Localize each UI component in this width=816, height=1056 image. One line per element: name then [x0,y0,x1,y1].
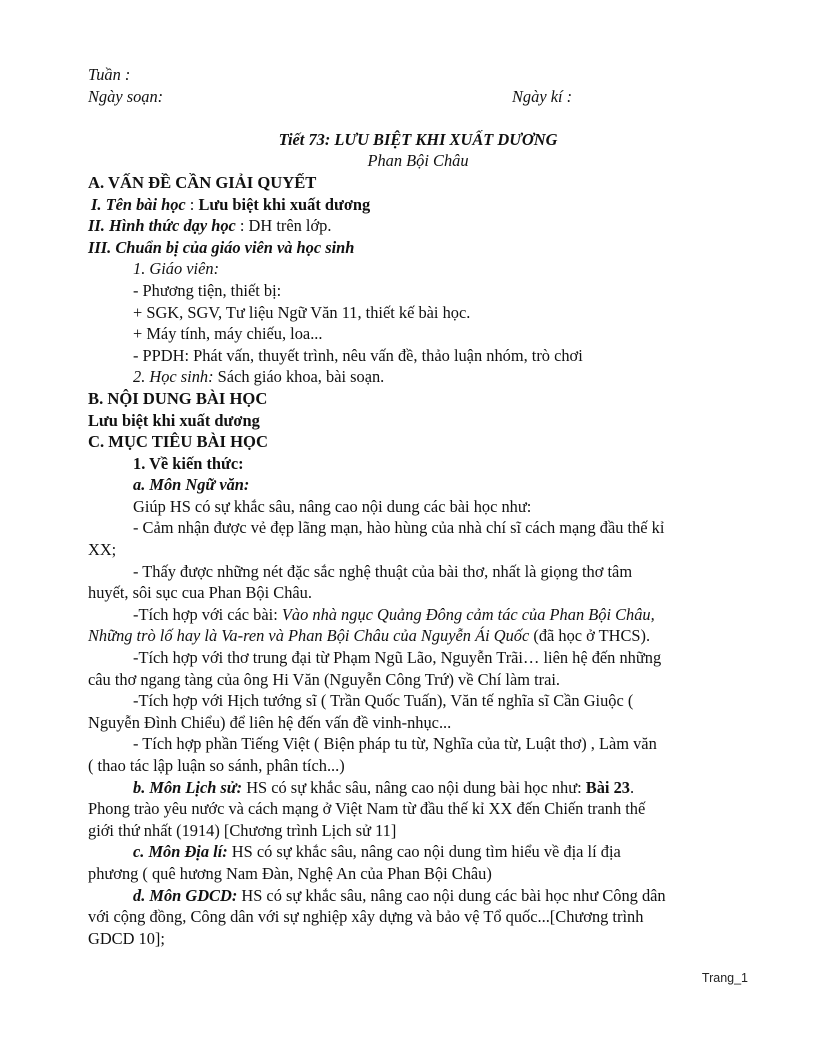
civics-text: HS có sự khắc sâu, nâng cao nội dung các bài học như Công dân [237,885,666,905]
literature-intro: Giúp HS có sự khắc sâu, nâng cao nội dung các bài học như: [133,496,532,516]
teaching-form-label: II. Hình thức dạy học [88,216,236,236]
civics-line [88,885,748,907]
paragraph-line: GDCD 10]; [88,928,165,948]
student-label: 2. Học sinh: [133,367,214,387]
document-page [88,64,748,949]
integration-works: Vào nhà ngục Quảng Đông cảm tác của Phan Bội Châu, [281,604,655,624]
teacher-label: 1. Giáo viên: [133,259,220,279]
week-label: Tuần : [88,65,131,84]
paragraph-line: phương ( quê hương Nam Đàn, Nghệ An của Phan Bội Châu) [88,863,492,883]
lesson-title: Tiết 73: LƯU BIỆT KHI XUẤT DƯƠNG [278,129,558,149]
integration-prefix: -Tích hợp với các bài: [133,604,282,624]
section-b-heading: B. NỘI DUNG BÀI HỌC [88,388,268,408]
integration-works: Những trò lố hay là Va-ren và Phan Bội Châu của Nguyễn Ái Quốc [88,626,530,646]
teaching-form-line [88,215,748,237]
paragraph-line: ( thao tác lập luận so sánh, phân tích...) [88,756,345,775]
student-value: Sách giáo khoa, bài soạn. [213,367,385,387]
lesson-name-line [88,194,748,216]
literature-label: a. Môn Ngữ văn: [133,475,250,495]
teacher-item: + Máy tính, máy chiếu, loa... [133,324,323,344]
history-label: b. Môn Lịch sử: [133,777,243,797]
section-c-heading: C. MỤC TIÊU BÀI HỌC [88,432,268,452]
paragraph-line: với cộng đồng, Công dân với sự nghiệp xây dựng và bảo vệ Tổ quốc...[Chương trình [88,907,644,927]
paragraph-line: - Thấy được những nét đặc sắc nghệ thuật của bài thơ, nhất là giọng thơ tâm [133,561,633,581]
geography-label: c. Môn Địa lí: [133,842,228,862]
lesson-author: Phan Bội Châu [367,151,469,171]
integration-line [88,625,748,647]
teacher-item: - PPDH: Phát vấn, thuyết trình, nêu vấn đề, thảo luận nhóm, trò chơi [133,345,583,365]
paragraph-line: -Tích hợp với thơ trung đại từ Phạm Ngũ Lão, Nguyễn Trãi… liên hệ đến những [133,648,662,668]
history-lesson: Bài 23 [585,777,630,797]
preparation-heading: III. Chuẩn bị của giáo viên và học sinh [88,237,355,257]
paragraph-line: - Tích hợp phần Tiếng Việt ( Biện pháp tu từ, Nghĩa của từ, Luật thơ) , Làm văn [133,734,657,754]
paragraph-line: giới thứ nhất (1914) [Chương trình Lịch sử 11] [88,820,397,840]
section-b-value: Lưu biệt khi xuất dương [88,410,260,430]
paragraph-line: huyết, sôi sục cua Phan Bội Châu. [88,583,312,603]
civics-label: d. Môn GDCD: [133,885,238,905]
section-a-heading: A. VẤN ĐỀ CẦN GIẢI QUYẾT [88,172,317,192]
sign-date-label: Ngày kí : [512,86,573,106]
lesson-name-value: Lưu biệt khi xuất dương [198,194,371,214]
paragraph-line: XX; [88,540,117,560]
paragraph-line: Nguyễn Đình Chiểu) để liên hệ đến vấn đề vinh-nhục... [88,712,452,732]
teacher-item: + SGK, SGV, Tư liệu Ngữ Văn 11, thiết kế bài học. [133,302,471,322]
history-text: HS có sự khắc sâu, nâng cao nội dung bài học như: [242,777,586,797]
lesson-name-label: I. Tên bài học [91,194,186,214]
history-dot: . [629,777,635,797]
teaching-form-value: : DH trên lớp. [235,216,332,236]
lesson-name-sep: : [185,194,199,214]
paragraph-line: câu thơ ngang tàng của ông Hi Văn (Nguyễn Công Trứ) về Chí làm trai. [88,669,561,689]
geography-text: HS có sự khắc sâu, nâng cao nội dung tìm hiểu về địa lí địa [227,842,621,862]
prep-date-label: Ngày soạn: [88,86,164,106]
paragraph-line: -Tích hợp với Hịch tướng sĩ ( Trần Quốc Tuấn), Văn tế nghĩa sĩ Cần Giuộc ( [133,691,634,711]
geography-line [88,841,748,863]
student-line [88,366,748,388]
date-row [88,86,748,108]
page-number: Trang_1 [701,971,748,985]
knowledge-heading: 1. Về kiến thức: [133,453,244,473]
teacher-item: - Phương tiện, thiết bị: [133,280,282,300]
integration-suffix: (đã học ở THCS). [529,626,651,646]
history-line [88,777,748,799]
paragraph-line: - Cảm nhận được vẻ đẹp lãng mạn, hào hùng của nhà chí sĩ cách mạng đầu thế kỉ [133,518,665,538]
integration-line [88,604,748,626]
paragraph-line: Phong trào yêu nước và cách mạng ở Việt Nam từ đầu thế kỉ XX đến Chiến tranh thế [88,799,646,819]
